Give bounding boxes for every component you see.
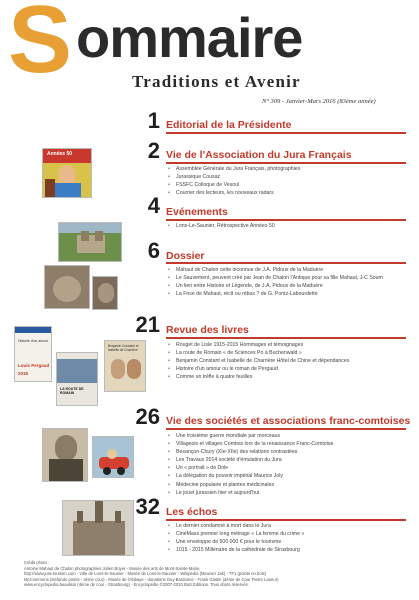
- list-item[interactable]: • Villageois et villages Comtois lors de la renaissance Franc-Comtoise: [168, 440, 333, 448]
- stone-head-photo: [92, 276, 118, 310]
- book-cover-title: Benjamin Constant et Isabelle de Charrière: [108, 344, 139, 352]
- list-item[interactable]: • Le jouet jurassien hier et aujourd'hui: [168, 489, 333, 497]
- book-cover-author: Louis Pergaud: [18, 363, 50, 368]
- list-item[interactable]: • Le dernier condamné à mort dans le Jura: [168, 522, 304, 530]
- section-items: [168, 522, 304, 554]
- section-number: 26: [135, 404, 160, 429]
- section-title[interactable]: Dossier: [166, 250, 205, 262]
- list-item[interactable]: • Benjamin Constant et Isabelle de Charrière Hôtel de Chine et dépendances: [168, 357, 349, 365]
- list-item[interactable]: • La route de Romain « de Sciences Po à Buchenwald »: [168, 349, 349, 357]
- book-cover-constant: [104, 340, 146, 392]
- book-cover-pergaud: [14, 326, 52, 382]
- section-divider: [166, 262, 406, 264]
- section-items: [168, 222, 275, 230]
- list-item[interactable]: • Un lien entre Histoire et Légende, de J.A. Pidoux de la Maduère: [168, 282, 383, 290]
- list-item[interactable]: • Un « portrait » de Dole: [168, 464, 333, 472]
- list-item[interactable]: • Mahaut de Chalon cette inconnue de J.A. Pidoux de la Maduère: [168, 266, 383, 274]
- stone-sculpture-photo: [44, 265, 90, 309]
- section-title[interactable]: Editorial de la Présidente: [166, 119, 292, 131]
- list-item[interactable]: • Une troisième guerre mondiale par morceaux: [168, 432, 333, 440]
- section-divider: [166, 428, 406, 430]
- section-divider: [166, 162, 406, 164]
- list-item[interactable]: • Jurassique Cousaz: [168, 173, 300, 181]
- section-number: 2: [147, 138, 160, 163]
- list-item[interactable]: • Rouget de Lisle 1915-2015 Hommages et témoignages: [168, 341, 349, 349]
- list-item[interactable]: • CinéMass premier long métrage « La femme du crime »: [168, 530, 304, 538]
- section-divider: [166, 219, 406, 221]
- section-items: [168, 165, 300, 197]
- section-title[interactable]: Evénements: [166, 206, 228, 218]
- section-items: [168, 341, 349, 381]
- list-item[interactable]: • Les Travaux 2014 société d'émulation du Jura: [168, 456, 333, 464]
- cathedral-photo: [62, 500, 134, 556]
- book-cover-title: Histoire d'un amour: [18, 339, 49, 343]
- list-item[interactable]: • Médecine populaire et plantes médicinales: [168, 481, 333, 489]
- credits-line: http://www.jura-tourism.com - Ville de Lons-le-Saunier - Musée de Lons-le-Saunier - Wikipedia (Meunier Jak) - TF1 (points en bois): [24, 571, 267, 577]
- section-number: 4: [147, 193, 160, 218]
- list-item[interactable]: • Histoire d'un amour ou le roman de Pergaud: [168, 365, 349, 373]
- list-item[interactable]: • Besançon-Chury (XIe-XIIe) des relations contrastées: [168, 448, 333, 456]
- issue-info: N° 309 - Janvier-Mars 2016 (83ème année): [262, 98, 376, 105]
- annees50-poster-image: [42, 148, 92, 198]
- credits-line: Antoine Mahaut de Chalon photographies Julien Boyer - Musée des arts de Mont-Sainte-Marie,: [24, 565, 201, 571]
- list-item[interactable]: • Assemblée Générale du Jura Français, photographies: [168, 165, 300, 173]
- section-items: [168, 266, 383, 298]
- credits-line: www.encyclopedia.beaulisin (4ème de cour - Strasbourg) - Encyclopédie ©2007-2010 BaS Editions. Tous droits réservés.: [24, 582, 249, 588]
- section-title[interactable]: Vie de l'Association du Jura Français: [166, 149, 352, 161]
- credits-heading: Crédit photo :: [24, 560, 50, 565]
- section-title[interactable]: Revue des livres: [166, 324, 249, 336]
- section-divider: [166, 132, 406, 134]
- list-item[interactable]: • Lons-Le-Saunier, Rétrospective Années 50: [168, 222, 275, 230]
- section-title[interactable]: Vie des sociétés et associations franc-comtoises: [166, 415, 411, 427]
- list-item[interactable]: • Le Sauvement, peuvent créé par Jean de Chalon l'Antique pour sa fille Mahaut, J-C Soum: [168, 274, 383, 282]
- magazine-subtitle: Traditions et Avenir: [132, 72, 301, 91]
- section-number: 32: [135, 494, 160, 519]
- logo-letter-s: S: [8, 0, 73, 93]
- section-divider: [166, 519, 406, 521]
- list-item[interactable]: • Une enveloppe de 500 000 € pour le tourisme: [168, 538, 304, 546]
- section-number: 1: [147, 108, 160, 133]
- list-item[interactable]: • La délégation du pouvoir impérial Maurice Joly: [168, 472, 333, 480]
- section-items: [168, 432, 333, 497]
- section-number: 21: [135, 312, 160, 337]
- list-item[interactable]: • La Frise de Mahaut, récit ou rébus ? de G. Pontz-Labourdette: [168, 290, 383, 298]
- book-cover-title: LA ROUTE DE ROMAIN: [60, 387, 84, 395]
- list-item[interactable]: • 1015 - 2015 Millénaire de la cathédrale de Strasbourg: [168, 546, 304, 554]
- section-number: 6: [147, 238, 160, 263]
- portrait-engraving: [42, 428, 88, 482]
- list-item[interactable]: • Courrier des lecteurs, les nouveaux radars: [168, 189, 300, 197]
- toy-car-photo: [92, 436, 134, 478]
- list-item[interactable]: • FSSFC Colloque de Vesoul: [168, 181, 300, 189]
- book-cover-route-romain: [56, 352, 98, 406]
- book-cover-year: 2015: [18, 371, 29, 376]
- poster-caption: Années 50: [47, 151, 73, 157]
- section-title[interactable]: Les échos: [166, 506, 218, 518]
- section-divider: [166, 337, 406, 339]
- list-item[interactable]: • Comme un trèfle à quatre feuilles: [168, 373, 349, 381]
- castle-aerial-photo: [58, 222, 122, 262]
- photo-credits: [24, 560, 344, 588]
- logo-title: ommaire: [76, 6, 303, 69]
- credits-line: McCommons (stefando points - 3ème cour) - Musée de l'Abbaye - donations Guy Bardonne - Frank Gastin (3ème de Cour Pierre Laneur): [24, 576, 279, 582]
